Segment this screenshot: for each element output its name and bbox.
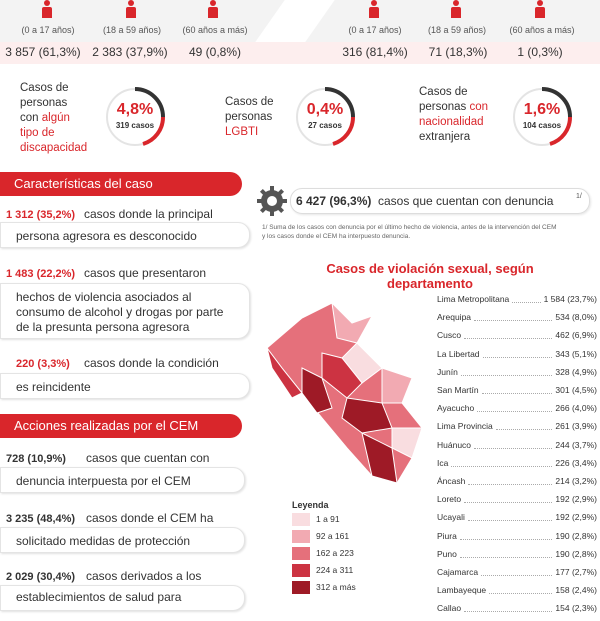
department-name: Cusco (437, 330, 462, 341)
dotted-leader (482, 393, 552, 394)
dotted-leader (464, 502, 552, 503)
foreign-gauge (510, 85, 574, 149)
gauge-cases: 104 casos (522, 121, 562, 130)
department-value: 301 (4,5%) (555, 385, 597, 395)
department-row (437, 294, 597, 312)
dotted-leader (481, 575, 552, 576)
age-strip (0, 0, 600, 42)
complaint-number: 6 427 (96,3%) (296, 194, 372, 208)
stat-text: consumo de alcohol y drogas por parte (16, 305, 224, 319)
department-value: 1 584 (23,7%) (543, 294, 597, 304)
stat-text: persona agresora es desconocido (16, 229, 197, 243)
department-row (437, 549, 597, 567)
legend-label: 162 a 223 (316, 548, 354, 558)
department-row (437, 312, 597, 330)
legend-swatch (292, 513, 310, 526)
legend-label: 312 a más (316, 582, 356, 592)
legend-swatch (292, 547, 310, 560)
department-name: Arequipa (437, 312, 472, 323)
adult-icon (449, 0, 463, 18)
department-value: 462 (6,9%) (555, 330, 597, 341)
disability-gauge (103, 85, 167, 149)
age-count: 49 (0,8%) (188, 45, 242, 59)
department-name: San Martín (437, 385, 479, 395)
dotted-leader (460, 539, 552, 540)
stat-number: 2 029 (30,4%) (6, 571, 76, 583)
department-name: Ucayali (437, 512, 465, 523)
department-name: Piura (437, 530, 457, 541)
department-value: 154 (2,3%) (555, 603, 597, 614)
map-title: departamento (387, 276, 473, 291)
gauge-percent: 1,6% (523, 101, 561, 118)
department-value: 190 (2,8%) (555, 548, 597, 559)
footnote: y los casos donde el CEM ha interpuesto denuncia. (262, 233, 411, 240)
stat-text: hechos de violencia asociados al (16, 290, 192, 304)
dotted-leader (477, 411, 552, 412)
department-value: 177 (2,7%) (555, 567, 597, 577)
gauge-cases: 27 casos (308, 121, 342, 130)
peru-map (262, 298, 437, 498)
legend-swatch (292, 530, 310, 543)
age-count: 1 (0,3%) (517, 45, 563, 59)
department-row (437, 440, 597, 458)
department-value: 190 (2,8%) (555, 530, 597, 541)
stat-number: 3 235 (48,4%) (6, 513, 76, 525)
department-value: 158 (2,4%) (555, 585, 597, 596)
age-label: (0 a 17 años) (348, 25, 402, 35)
department-value: 226 (3,4%) (555, 457, 597, 468)
department-value: 261 (3,9%) (555, 421, 597, 432)
department-value: 343 (5,1%) (555, 348, 597, 359)
strip-divider (255, 0, 334, 42)
legend-title: Leyenda (292, 500, 329, 510)
department-value: 214 (3,2%) (555, 476, 597, 486)
complaint-sup: 1/ (576, 193, 582, 200)
department-row (437, 403, 597, 421)
stat-text: casos donde el CEM ha (86, 511, 214, 525)
lgbti-gauge-label: Casos de personas LGBTI (225, 96, 274, 138)
department-name: Callao (437, 603, 462, 614)
dotted-leader (460, 557, 552, 558)
dotted-leader (468, 484, 552, 485)
department-name: Ayacucho (437, 403, 475, 414)
lgbti-gauge (293, 85, 357, 149)
stat-number: 728 (10,9%) (6, 453, 66, 465)
legend-swatch (292, 564, 310, 577)
stat-text: casos derivados a los (86, 569, 202, 583)
dotted-leader (474, 320, 552, 321)
stat-text: es reincidente (16, 380, 91, 394)
stat-number: 220 (3,3%) (16, 358, 70, 370)
dotted-leader (451, 466, 552, 467)
dotted-leader (474, 448, 552, 449)
stat-number: 1 483 (22,2%) (6, 268, 76, 280)
gauge-cases: 319 casos (115, 121, 155, 130)
stat-text: de la presunta persona agresora (16, 320, 190, 334)
department-row (437, 421, 597, 439)
dotted-leader (464, 338, 552, 339)
age-label: (60 años a más) (509, 25, 575, 35)
department-name: Lima Metropolitana (437, 294, 510, 304)
actions-header: Acciones realizadas por el CEM (0, 414, 242, 438)
department-row (437, 476, 597, 494)
dotted-leader (496, 429, 552, 430)
legend-label: 92 a 161 (316, 531, 350, 541)
department-row (437, 512, 597, 530)
department-value: 266 (4,0%) (555, 403, 597, 414)
department-row (437, 603, 597, 621)
gauge-percent: 4,8% (116, 101, 154, 118)
stat-text: casos que presentaron (84, 266, 207, 280)
age-count: 2 383 (37,9%) (92, 45, 168, 59)
gauge-percent: 0,4% (306, 101, 344, 118)
dotted-leader (483, 357, 552, 358)
age-count: 71 (18,3%) (428, 45, 488, 59)
department-value: 328 (4,9%) (555, 366, 597, 377)
stat-text: solicitado medidas de protección (16, 534, 191, 548)
dotted-leader (489, 593, 552, 594)
department-row (437, 330, 597, 348)
department-name: Ica (437, 457, 449, 468)
map-title: Casos de violación sexual, según (326, 261, 534, 276)
department-row (437, 458, 597, 476)
age-count: 3 857 (61,3%) (5, 45, 81, 59)
complaint-text: casos que cuentan con denuncia (378, 194, 554, 208)
department-row (437, 585, 597, 603)
legend-swatch (292, 581, 310, 594)
age-label: (18 a 59 años) (102, 25, 162, 35)
department-value: 192 (2,9%) (555, 494, 597, 505)
department-value: 534 (8,0%) (555, 312, 597, 323)
disability-gauge-label: Casos de personas con algún tipo de discapacidad (20, 82, 88, 154)
stat-text: casos donde la condición (84, 356, 219, 370)
elder-icon (206, 0, 220, 18)
map-region (382, 368, 412, 403)
dotted-leader (461, 375, 552, 376)
stat-text: casos donde la principal (84, 207, 213, 221)
age-label: (0 a 17 años) (21, 25, 75, 35)
department-value: 244 (3,7%) (555, 439, 597, 450)
stat-text: denuncia interpuesta por el CEM (16, 474, 191, 488)
footnote: 1/ Suma de los casos con denuncia por el último hecho de violencia, antes de la intervención del CEM (262, 224, 557, 231)
dotted-leader (512, 302, 541, 303)
department-value: 192 (2,9%) (555, 512, 597, 523)
dotted-leader (468, 520, 552, 521)
department-row (437, 494, 597, 512)
map-region (332, 303, 372, 343)
age-count: 316 (81,4%) (342, 45, 408, 59)
age-label: (60 años a más) (182, 25, 248, 35)
department-row (437, 349, 597, 367)
department-row (437, 531, 597, 549)
legend-label: 224 a 311 (316, 565, 354, 575)
stat-text: establecimientos de salud para (16, 590, 182, 604)
department-name: Puno (437, 548, 457, 559)
stat-number: 1 312 (35,2%) (6, 209, 76, 221)
department-row (437, 367, 597, 385)
department-name: Loreto (437, 494, 462, 505)
gear-icon (256, 185, 288, 217)
department-row (437, 385, 597, 403)
department-name: Huánuco (437, 439, 472, 450)
foreign-gauge-label: Casos de personas con nacionalidad extranjera (419, 86, 489, 143)
age-label: (18 a 59 años) (427, 25, 487, 35)
department-row (437, 567, 597, 585)
department-name: Áncash (437, 476, 466, 486)
department-name: Cajamarca (437, 567, 479, 577)
department-name: Lambayeque (437, 585, 487, 596)
child-icon (367, 0, 381, 18)
characteristics-header: Características del caso (0, 172, 242, 196)
dotted-leader (464, 611, 552, 612)
department-name: Junín (437, 366, 458, 377)
stat-text: casos que cuentan con (86, 451, 210, 465)
adult-icon (124, 0, 138, 18)
department-name: La Libertad (437, 348, 480, 359)
elder-icon (533, 0, 547, 18)
department-name: Lima Provincia (437, 421, 493, 432)
child-icon (40, 0, 54, 18)
legend-label: 1 a 91 (316, 514, 340, 524)
